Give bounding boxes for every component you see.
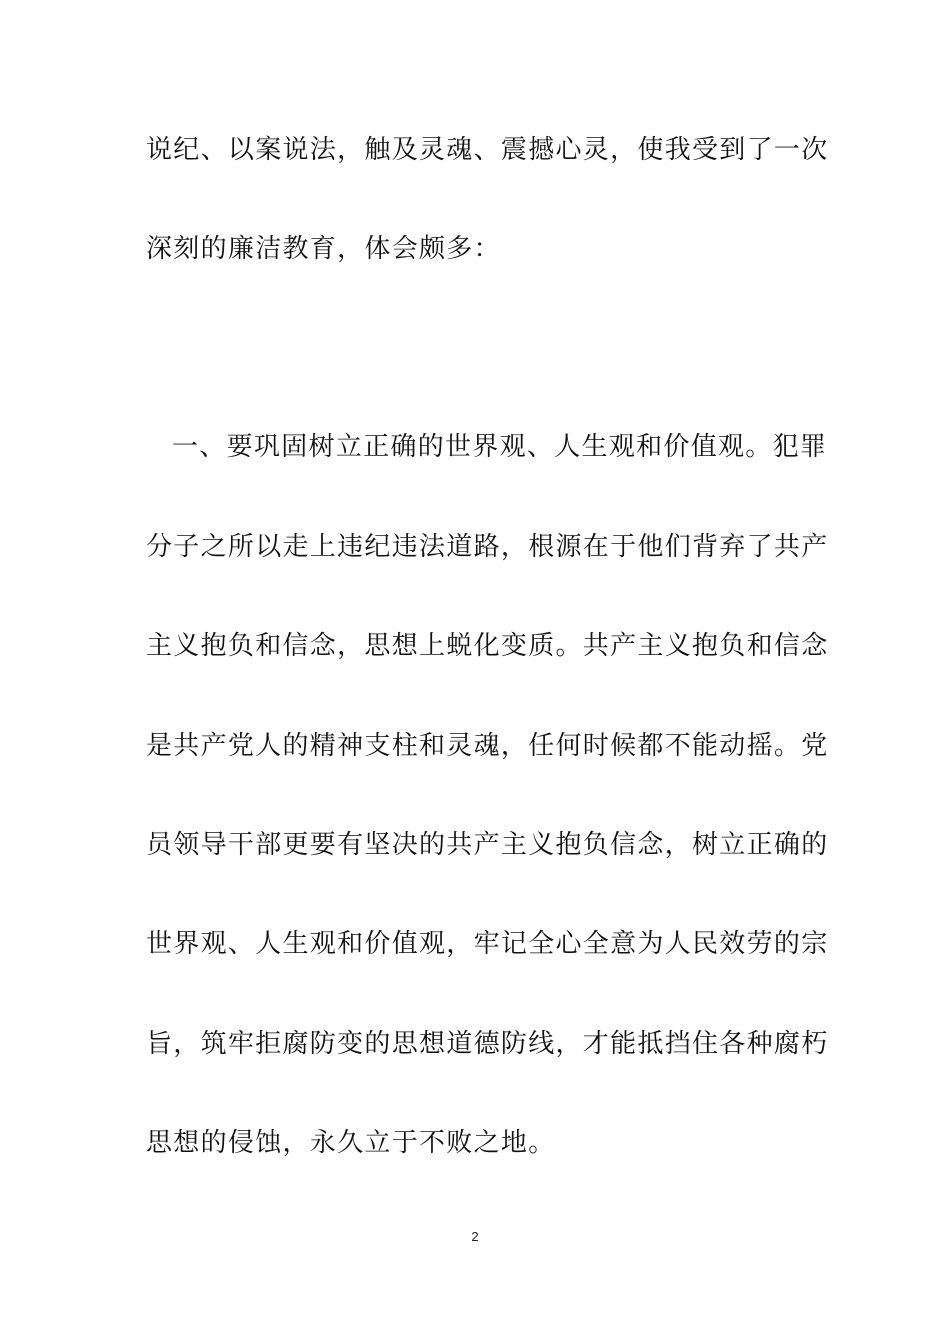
text-line: 深刻的廉洁教育，体会颇多： <box>146 234 501 264</box>
text-line: 世界观、人生观和价值观，牢记全心全意为人民效劳的宗 <box>146 929 829 959</box>
text-line: 员领导干部更要有坚决的共产主义抱负信念，树立正确的 <box>146 830 829 860</box>
text-line: 是共产党人的精神支柱和灵魂，任何时候都不能动摇。党 <box>146 731 829 761</box>
text-line: 说纪、以案说法，触及灵魂、震撼心灵，使我受到了一次 <box>146 135 829 165</box>
text-line: 思想的侵蚀，永久立于不败之地。 <box>146 1128 556 1158</box>
text-line: 分子之所以走上违纪违法道路，根源在于他们背弃了共产 <box>146 532 829 562</box>
text-line: 旨，筑牢拒腐防变的思想道德防线，才能抵挡住各种腐朽 <box>146 1029 829 1059</box>
paragraph-first-line: 一、要巩固树立正确的世界观、人生观和价值观。犯罪 <box>172 432 828 462</box>
page-number: 2 <box>471 1229 479 1244</box>
text-line: 主义抱负和信念，思想上蜕化变质。共产主义抱负和信念 <box>146 631 829 661</box>
